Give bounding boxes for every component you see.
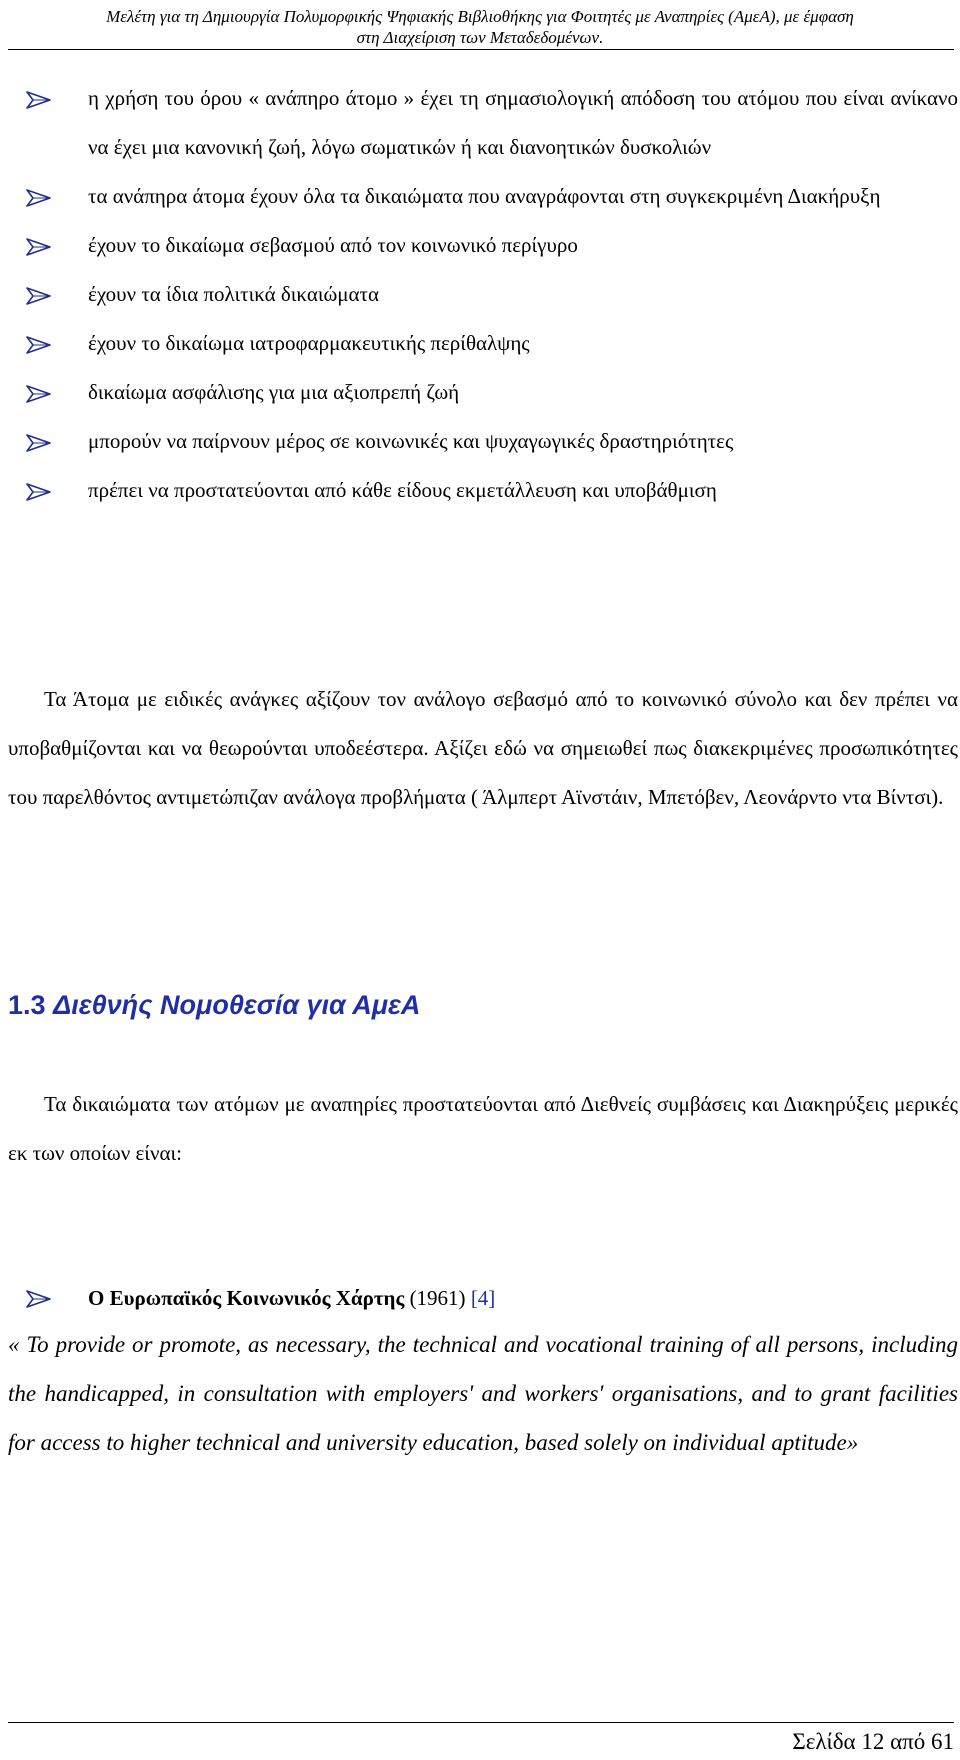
bullet-text: πρέπει να προστατεύονται από κάθε είδους εκμετάλλευση και υποβάθμιση (88, 478, 717, 502)
bullet-item-6 (8, 368, 958, 417)
arrow-bullet-icon (26, 1288, 52, 1310)
charter-bullet (8, 1274, 958, 1323)
bullet-text: η χρήση του όρου « ανάπηρο άτομο » έχει τη σημασιολογική απόδοση του ατόμου που είναι ανίκανο να έχει μια κανονική ζωή, λόγω σωματικών ή και διανοητικών δυσκολιών (88, 86, 958, 159)
bullet-item-8 (8, 466, 958, 515)
rights-bullet-list (8, 74, 958, 515)
bullet-item-1 (8, 74, 958, 172)
bullet-text: έχουν το δικαίωμα ιατροφαρμακευτικής περίθαλψης (88, 331, 530, 355)
header-line-2: στη Διαχείριση των Μεταδεδομένων. (356, 28, 604, 47)
bullet-item-7 (8, 417, 958, 466)
bullet-item-2 (8, 172, 958, 221)
bullet-item-3 (8, 221, 958, 270)
section-heading (8, 985, 420, 1025)
section-title: Διεθνής Νομοθεσία για ΑμεΑ (53, 990, 421, 1020)
header-line-1: Μελέτη για τη Δημιουργία Πολυμορφικής Ψηφιακής Βιβλιοθήκης για Φοιτητές με Αναπηρίες (ΑμεΑ), με έμφαση (106, 7, 854, 26)
arrow-bullet-icon (26, 187, 52, 209)
arrow-bullet-icon (26, 285, 52, 307)
bullet-text: μπορούν να παίρνουν μέρος σε κοινωνικές και ψυχαγωγικές δραστηριότητες (88, 429, 734, 453)
page-number: Σελίδα 12 από 61 (792, 1729, 954, 1754)
charter-quote: « To provide or promote, as necessary, the technical and vocational training of all persons, including the handicapped, in consultation with employers' and workers' organisations, and to grant facilities for access to higher technical and university education, based solely on individual aptitude» (8, 1332, 958, 1455)
arrow-bullet-icon (26, 236, 52, 258)
body-paragraph-respect: Τα Άτομα με ειδικές ανάγκες αξίζουν τον ανάλογο σεβασμό από το κοινωνικό σύνολο και δεν πρέπει να υποβαθμίζονται και να θεωρούνται υποδεέστερα. Αξίζει εδώ να σημειωθεί πως διακεκριμένες προσωπικότητες του παρελθόντος αντιμετώπιζαν ανάλογα προβλήματα ( Άλμπερτ Αϊνστάιν, Μπετόβεν, Λεονάρντο ντα Βίντσι). (8, 687, 958, 809)
page-footer (8, 1722, 954, 1759)
arrow-bullet-icon (26, 89, 52, 111)
section-number: 1.3 (8, 990, 46, 1020)
bullet-item-4 (8, 270, 958, 319)
arrow-bullet-icon (26, 383, 52, 405)
arrow-bullet-icon (26, 432, 52, 454)
charter-text (8, 1274, 958, 1323)
bullet-text: έχουν τα ίδια πολιτικά δικαιώματα (88, 282, 379, 306)
bullet-text: τα ανάπηρα άτομα έχουν όλα τα δικαιώματα που αναγράφονται στη συγκεκριμένη Διακήρυξη (88, 184, 881, 208)
charter-year: (1961) (409, 1286, 466, 1310)
arrow-bullet-icon (26, 481, 52, 503)
header-rule (8, 49, 954, 50)
arrow-bullet-icon (26, 334, 52, 356)
bullet-text: δικαίωμα ασφάλισης για μια αξιοπρεπή ζωή (88, 380, 460, 404)
running-header (0, 6, 960, 48)
citation-reference: [4] (470, 1286, 496, 1310)
bullet-item-5 (8, 319, 958, 368)
bullet-text: έχουν το δικαίωμα σεβασμού από τον κοινωνικό περίγυρο (88, 233, 578, 257)
charter-name: Ο Ευρωπαϊκός Κοινωνικός Χάρτης (88, 1286, 405, 1310)
body-paragraph-international: Τα δικαιώματα των ατόμων με αναπηρίες προστατεύονται από Διεθνείς συμβάσεις και Διακηρύξεις μερικές εκ των οποίων είναι: (8, 1092, 958, 1165)
